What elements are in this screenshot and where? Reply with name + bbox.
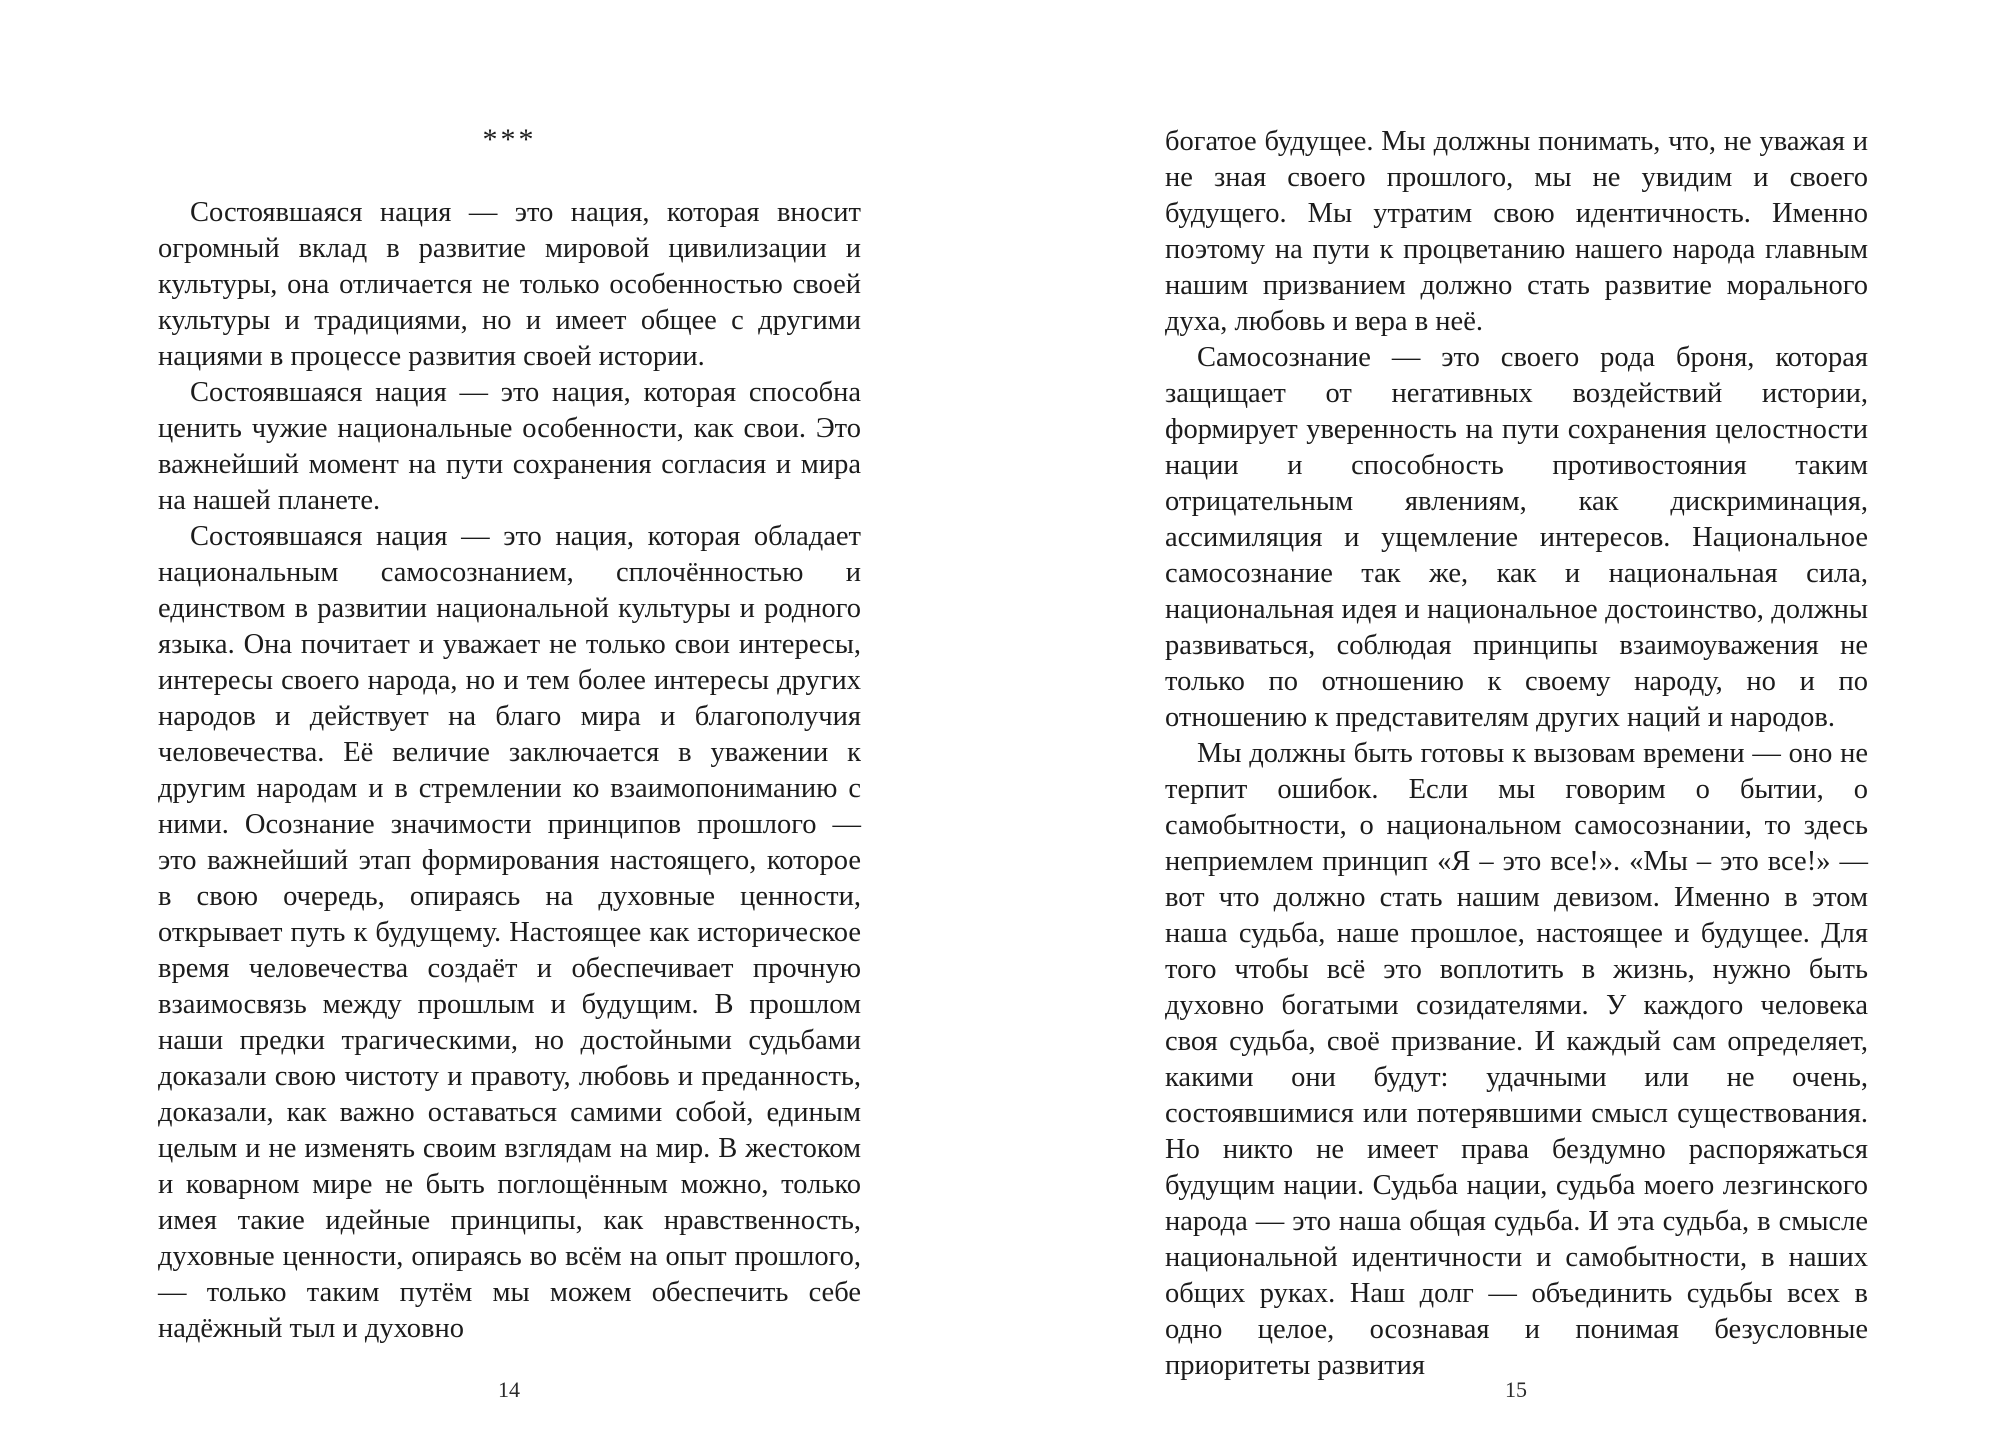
paragraph: Самосознание — это своего рода броня, которая защищает от негативных воздействий истории, формирует уверенность на пути сохранения целостности нации и способность противостояния таким отрицательным явлениям, как дискриминация, ассимиляция и ущемление интересов. Национальное самосознание так же, как и национальная сила, национальная идея и национальное достоинство, должны развиваться, соблюдая принципы взаимоуважения не только по отношению к своему народу, но и по отношению к представителям других наций и народов. — [1165, 342, 1868, 733]
right-page — [1000, 0, 2000, 1452]
page-number-right: 15 — [1505, 1377, 1527, 1402]
left-page-text — [158, 195, 861, 1347]
paragraph: богатое будущее. Мы должны понимать, что, не уважая и не зная своего прошлого, мы не увидим и своего будущего. Мы утратим свою идентичность. Именно поэтому на пути к процветанию нашего народа главным нашим призванием должно стать развитие морального духа, любовь и вера в неё. — [1165, 126, 1868, 337]
paragraph: Мы должны быть готовы к вызовам времени — оно не терпит ошибок. Если мы говорим о бытии, о самобытности, о национальном самосознании, то здесь неприемлем принцип «Я – это все!». «Мы – это все!» — вот что должно стать нашим девизом. Именно в этом наша судьба, наше прошлое, настоящее и будущее. Для того чтобы всё это воплотить в жизнь, нужно быть духовно богатыми созидателями. У каждого человека своя судьба, своё призвание. И каждый сам определяет, какими они будут: удачными или не очень, состоявшимися или потерявшими смысл существования. Но никто не имеет права бездумно распоряжаться будущим нации. Судьба нации, судьба моего лезгинского народа — это наша общая судьба. И эта судьба, в смысле национальной идентичности и самобытности, в наших общих руках. Наш долг — объединить судьбы всех в одно целое, осознавая и понимая безусловные приоритеты развития — [1165, 738, 1868, 1381]
right-page-text — [1165, 124, 1868, 1384]
paragraph: Состоявшаяся нация — это нация, которая вносит огромный вклад в развитие мировой цивилизации и культуры, она отличается не только особенностью своей культуры и традициями, но и имеет общее с другими нациями в процессе развития своей истории. — [158, 197, 861, 372]
paragraph: Состоявшаяся нация — это нация, которая способна ценить чужие национальные особенности, как свои. Это важнейший момент на пути сохранения согласия и мира на нашей планете. — [158, 377, 861, 516]
paragraph: Состоявшаяся нация — это нация, которая обладает национальным самосознанием, сплочённостью и единством в развитии национальной культуры и родного языка. Она почитает и уважает не только свои интересы, интересы своего народа, но и тем более интересы других народов и действует на благо мира и благополучия человечества. Её величие заключается в уважении к другим народам и в стремлении ко взаимопониманию с ними. Осознание значимости принципов прошлого — это важнейший этап формирования настоящего, которое в свою очередь, опираясь на духовные ценности, открывает путь к будущему. Настоящее как историческое время человечества создаёт и обеспечивает прочную взаимосвязь между прошлым и будущим. В прошлом наши предки трагическими, но достойными судьбами доказали свою чистоту и правоту, любовь и преданность, доказали, как важно оставаться самими собой, единым целым и не изменять своим взглядам на мир. В жестоком и коварном мире не быть поглощённым можно, только имея такие идейные принципы, как нравственность, духовные ценности, опираясь во всём на опыт прошлого, — только таким путём мы можем обеспечить себе надёжный тыл и духовно — [158, 521, 861, 1344]
section-separator: *** — [482, 123, 537, 156]
page-number-left: 14 — [498, 1377, 520, 1402]
